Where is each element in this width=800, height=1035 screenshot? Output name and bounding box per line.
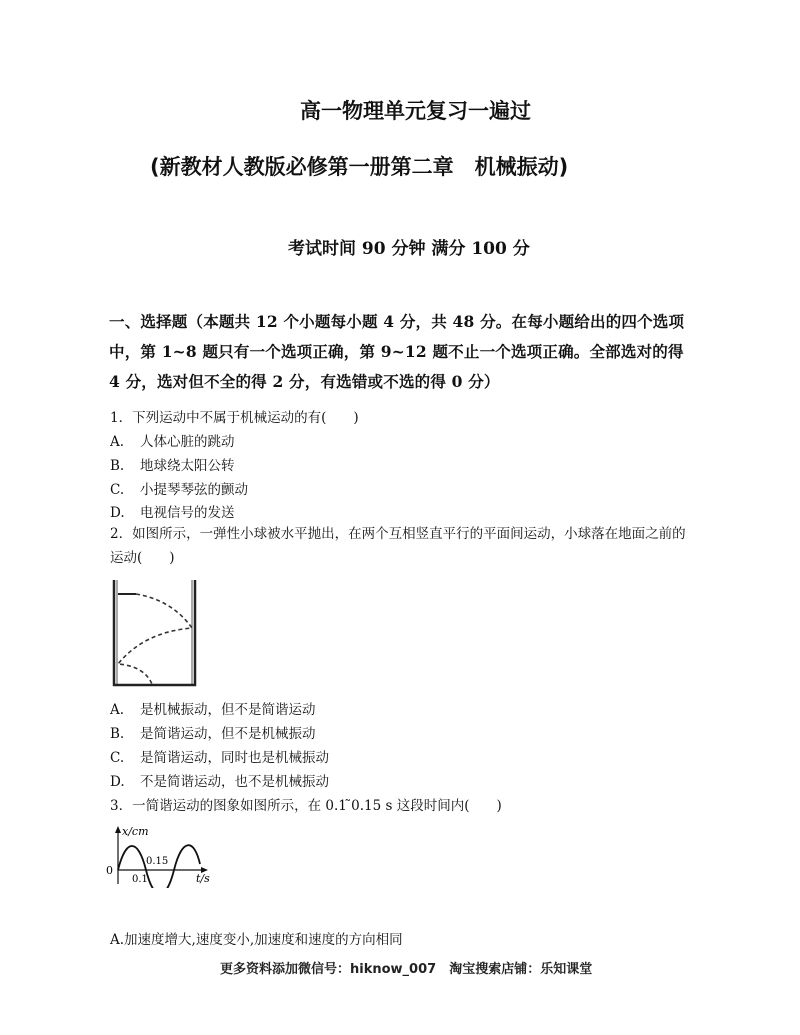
question-2-option-d — [110, 770, 329, 790]
exam-info: 考试时间 90 分钟 满分 100 分 — [288, 239, 530, 259]
option-text: A.加速度增大,速度变小,加速度和速度的方向相同 — [110, 932, 403, 948]
y-axis-label: x/cm — [122, 825, 149, 838]
option-text: 人体心脏的跳动 — [140, 434, 235, 450]
question-2-option-b — [110, 722, 316, 742]
ball-trajectory — [118, 594, 192, 684]
option-letter: D. — [110, 774, 125, 790]
option-text: 是简谐运动，但不是机械振动 — [140, 726, 316, 742]
question-1-option-a — [110, 430, 235, 450]
option-text: 地球绕太阳公转 — [140, 458, 235, 474]
shm-graph-figure — [104, 824, 224, 888]
page-subtitle: (新教材人教版必修第一册第二章 机械振动) — [150, 155, 569, 179]
option-letter: C. — [110, 482, 125, 498]
option-text: 是简谐运动，同时也是机械振动 — [140, 750, 329, 766]
option-text: 电视信号的发送 — [140, 505, 235, 521]
page-title: 高一物理单元复习一遍过 — [300, 99, 531, 123]
question-2-option-a — [110, 698, 316, 718]
question-3-option-a — [110, 928, 403, 948]
x-axis-label: t/s — [196, 872, 210, 885]
tick-label-a: 0.1 — [132, 874, 148, 885]
y-axis-arrow — [115, 826, 121, 833]
option-letter: D. — [110, 505, 125, 521]
question-1-option-b — [110, 454, 235, 474]
section-heading: 一、选择题（本题共 12 个小题每小题 4 分，共 48 分。在每小题给出的四个选项中，第 1~8 题只有一个选项正确，第 9~12 题不止一个选项正确。全部选对的得 4 分，选对但不全的得 2 分，有选错或不选的得 0 分） — [109, 312, 685, 391]
question-1-stem: 1．下列运动中不属于机械运动的有( ) — [110, 410, 359, 426]
option-letter: C. — [110, 750, 125, 766]
question-1-option-d — [110, 501, 235, 521]
option-text: 是机械振动，但不是简谐运动 — [140, 702, 316, 718]
option-letter: B. — [110, 726, 125, 742]
option-text: 不是简谐运动，也不是机械振动 — [140, 774, 329, 790]
bouncing-ball-figure — [108, 578, 204, 690]
question-3-stem: 3．一简谐运动的图象如图所示，在 0.1 ̃0.15 s 这段时间内( ) — [110, 798, 502, 814]
option-text: 小提琴琴弦的颤动 — [140, 482, 248, 498]
option-letter: A. — [110, 702, 125, 718]
footer-note: 更多资料添加微信号：hiknow_007 淘宝搜索店铺：乐知课堂 — [220, 962, 593, 977]
option-letter: A. — [110, 434, 125, 450]
origin-label: 0 — [106, 864, 113, 877]
question-2-option-c — [110, 746, 329, 766]
question-2-stem: 2．如图所示，一弹性小球被水平抛出，在两个互相竖直平行的平面间运动，小球落在地面之前的运动( ) — [110, 526, 686, 566]
tick-label-b: 0.15 — [146, 856, 169, 867]
question-1-option-c — [110, 478, 248, 498]
option-letter: B. — [110, 458, 125, 474]
